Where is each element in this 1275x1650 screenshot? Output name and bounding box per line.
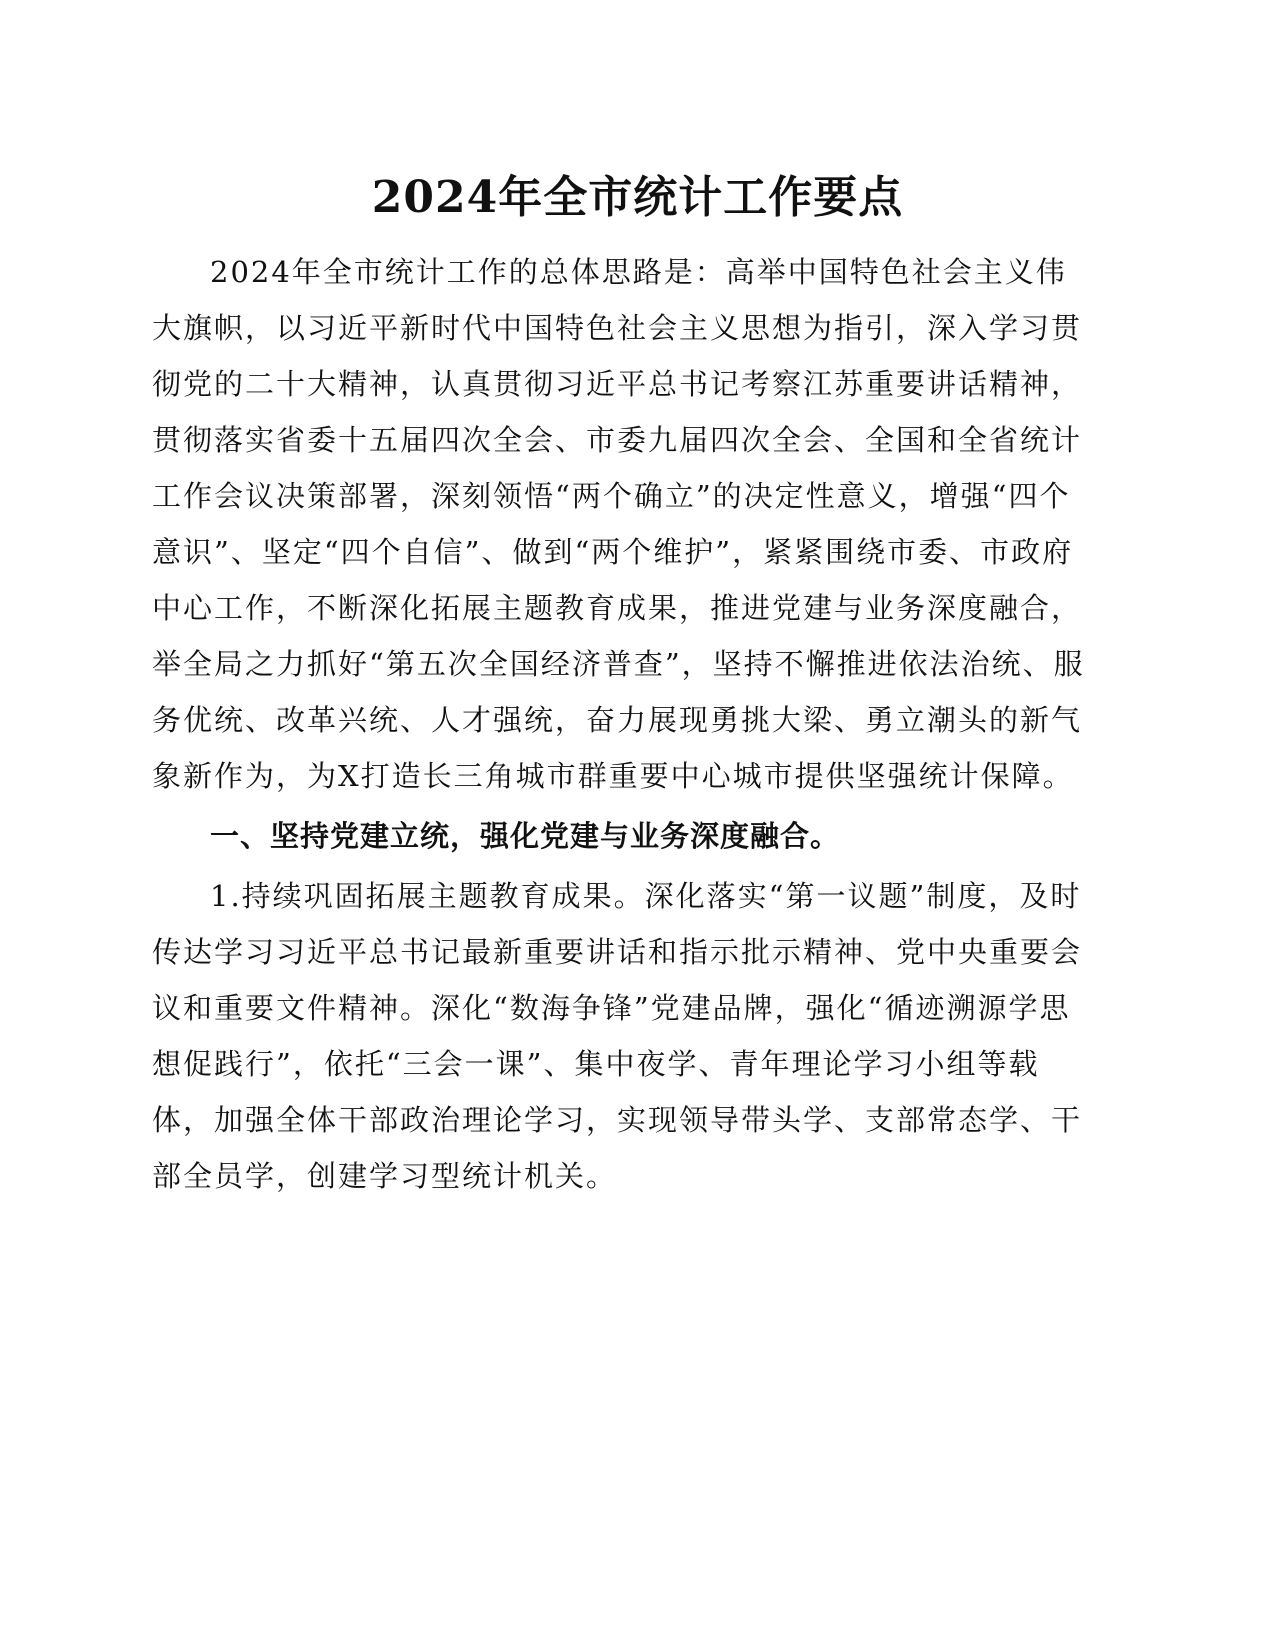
section-heading: 一、坚持党建立统，强化党建与业务深度融合。 [210,819,841,853]
section-item-paragraph: 1.持续巩固拓展主题教育成果。深化落实“第一议题”制度，及时传达学习习近平总书记最新重要讲话和指示批示精神、党中央重要会议和重要文件精神。深化“数海争锋”党建品牌，强化“循迹溯源学思想促践行”，依托“三会一课”、集中夜学、青年理论学习小组等载体，加强全体干部政治理论学习，实现领导带头学、支部常态学、干部全员学，创建学习型统计机关。 [152,879,1083,1193]
intro-paragraph: 2024年全市统计工作的总体思路是：高举中国特色社会主义伟大旗帜，以习近平新时代中国特色社会主义思想为指引，深入学习贯彻党的二十大精神，认真贯彻习近平总书记考察江苏重要讲话精神，贯彻落实省委十五届四次全会、市委九届四次全会、全国和全省统计工作会议决策部署，深刻领悟“两个确立”的决定性意义，增强“四个意识”、坚定“四个自信”、做到“两个维护”，紧紧围绕市委、市政府中心工作，不断深化拓展主题教育成果，推进党建与业务深度融合，举全局之力抓好“第五次全国经济普查”，坚持不懈推进依法治统、服务优统、改革兴统、人才强统，奋力展现勇挑大梁、勇立潮头的新气象新作为，为X打造长三角城市群重要中心城市提供坚强统计保障。 [152,255,1085,793]
document-title: 2024年全市统计工作要点 [371,172,904,223]
document-body [152,244,1092,1208]
